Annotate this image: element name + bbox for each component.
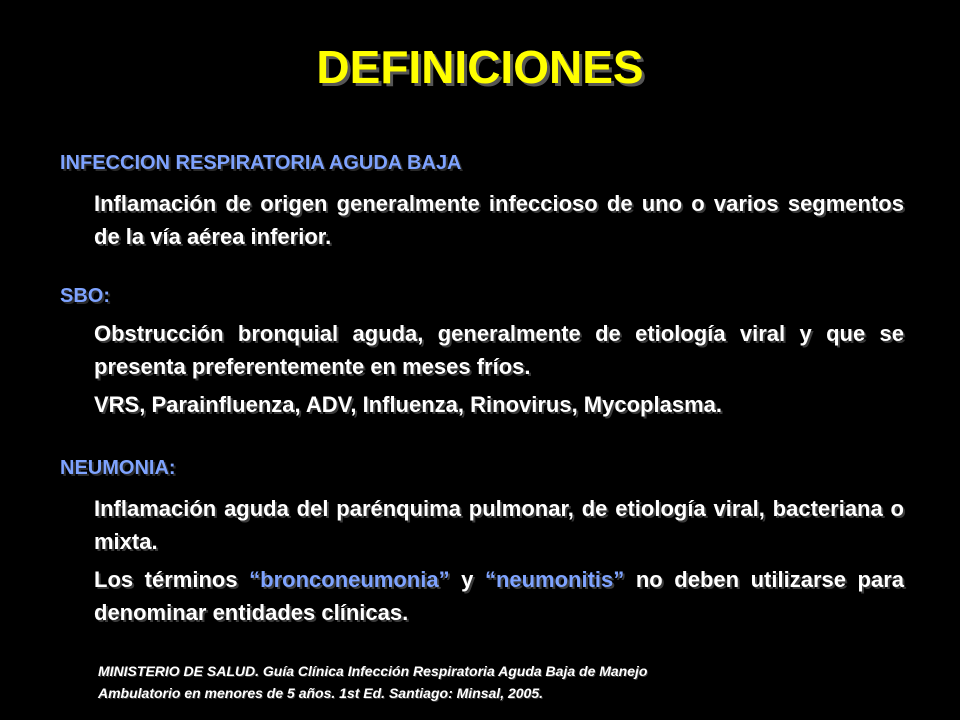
term-bronconeumonia: “bronconeumonia”: [249, 567, 450, 592]
reference-line-2: Ambulatorio en menores de 5 años. 1st Ed. Santiago: Minsal, 2005.: [98, 685, 544, 701]
section-heading-sbo: SBO:: [60, 285, 110, 307]
section-paragraph-sbo-definition: Obstrucción bronquial aguda, generalmente de etiología viral y que se presenta preferentemente en meses fríos.: [94, 321, 904, 379]
term-neumonitis: “neumonitis”: [484, 567, 625, 592]
slide-title: DEFINICIONES: [316, 41, 644, 93]
section-paragraph-neumonia-definition: Inflamación aguda del parénquima pulmonar, de etiología viral, bacteriana o mixta.: [94, 496, 904, 554]
reference-line-1: MINISTERIO DE SALUD. Guía Clínica Infección Respiratoria Aguda Baja de Manejo: [98, 663, 648, 679]
section-paragraph-iras-baja-definition: Inflamación de origen generalmente infeccioso de uno o varios segmentos de la vía aérea inferior.: [94, 191, 904, 249]
terms-text-after: no deben utilizarse para denominar entidades clínicas.: [94, 567, 904, 625]
terms-text-middle: y: [449, 567, 485, 592]
section-paragraph-neumonia-terms: [94, 563, 904, 629]
reference-citation: [98, 660, 798, 704]
section-paragraph-sbo-agents: VRS, Parainfluenza, ADV, Influenza, Rinovirus, Mycoplasma.: [94, 392, 722, 417]
section-heading-neumonia: NEUMONIA:: [60, 457, 176, 479]
section-heading-iras-baja: INFECCION RESPIRATORIA AGUDA BAJA: [60, 152, 462, 174]
terms-text-before: Los términos: [94, 567, 250, 592]
